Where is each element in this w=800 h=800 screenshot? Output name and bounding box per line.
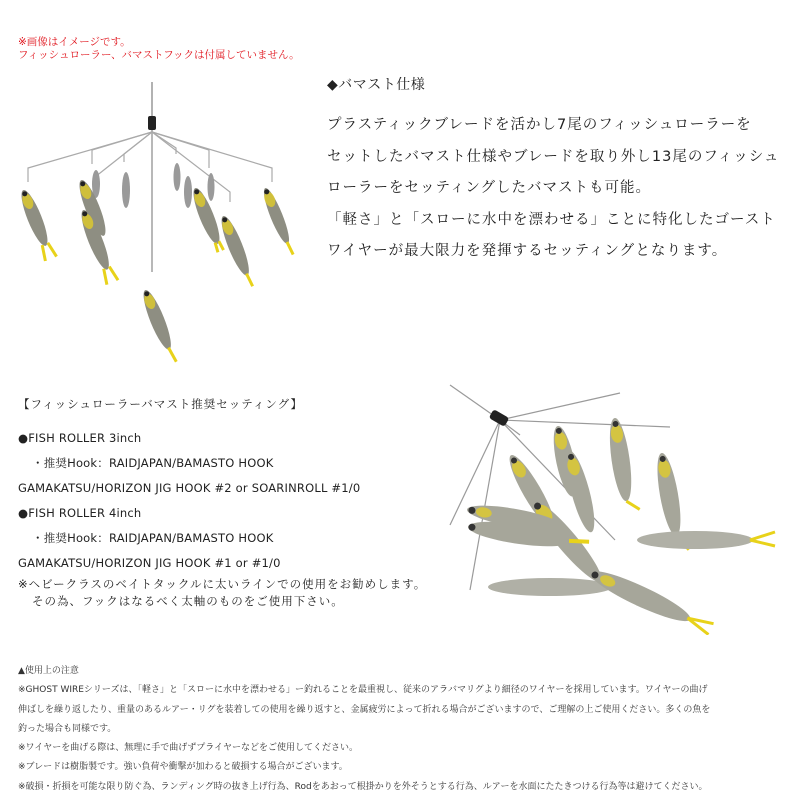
- recommended-hook: ・推奨Hook：RAIDJAPAN/BAMASTO HOOK: [32, 531, 274, 545]
- spec-line: セットしたバマスト仕様やブレードを取り外し13尾のフィッシュ: [327, 148, 780, 165]
- spec-description: [327, 110, 779, 268]
- caution-line: 伸ばしを繰り返したり、重量のあるルアー・リグを装着しての使用を繰り返すと、金属疲労によって折れる場合がございますので、ご理解の上ご使用ください。多くの魚を: [18, 704, 711, 715]
- notice-line-1: ※画像はイメージです。: [18, 36, 131, 48]
- alternative-hook: GAMAKATSU/HORIZON JIG HOOK #1 or #1/0: [18, 556, 281, 570]
- umbrella-rig-illustration: [0, 82, 310, 372]
- caution-line: ※ワイヤーを曲げる際は、無理に手で曲げずプライヤーなどをご使用してください。: [18, 743, 359, 754]
- spec-heading: ◆バマスト仕様: [327, 77, 426, 93]
- caution-line: ※ブレードは樹脂製です。強い負荷や衝撃が加わると破損する場合がございます。: [18, 762, 348, 773]
- product-name: ●FISH ROLLER 3inch: [18, 431, 142, 445]
- notice-line-2: フィッシュローラー、バマストフックは付属していません。: [18, 49, 300, 61]
- caution-heading: ▲使用上の注意: [18, 666, 79, 676]
- caution-line: 釣った場合も同様です。: [18, 723, 117, 734]
- spec-line: 「軽さ」と「スローに水中を漂わせる」ことに特化したゴースト: [327, 211, 776, 228]
- alternative-hook: GAMAKATSU/HORIZON JIG HOOK #2 or SOARINROLL #1/0: [18, 481, 361, 495]
- spec-line: ワイヤーが最大限力を発揮するセッティングとなります。: [327, 243, 728, 259]
- product-image-top: [0, 82, 310, 372]
- image-notice: [18, 36, 300, 62]
- tackle-note: ※ヘビークラスのベイトタックルに太いラインでの使用をお勧めします。: [18, 577, 427, 591]
- product-name: ●FISH ROLLER 4inch: [18, 506, 142, 520]
- hook-note: その為、フックはなるべく太軸のものをご使用下さい。: [32, 594, 344, 608]
- caution-line: ※破損・折損を可能な限り防ぐ為、ランディング時の抜き上げ行為、Rodをあおって根掛かりを外そうとする行為、ルアーを水面にたたきつける行為等は避けてください。: [18, 781, 708, 792]
- fish-roller-rig-illustration: [440, 375, 795, 635]
- recommended-settings: [18, 396, 426, 610]
- recommended-heading: 【フィッシュローラーバマスト推奨セッティング】: [18, 397, 303, 411]
- product-image-bottom: [440, 375, 795, 635]
- recommended-hook: ・推奨Hook：RAIDJAPAN/BAMASTO HOOK: [32, 456, 274, 470]
- spec-line: プラスティックブレードを活かし7尾のフィッシュローラーを: [327, 117, 752, 133]
- spec-line: ローラーをセッティングしたバマストも可能。: [327, 180, 652, 196]
- usage-caution: [18, 662, 710, 797]
- caution-line: ※GHOST WIREシリーズは、「軽さ」と「スローに水中を漂わせる」ー釣れることを最重視し、従来のアラバマリグより細径のワイヤーを採用しています。ワイヤーの曲げ: [18, 685, 708, 696]
